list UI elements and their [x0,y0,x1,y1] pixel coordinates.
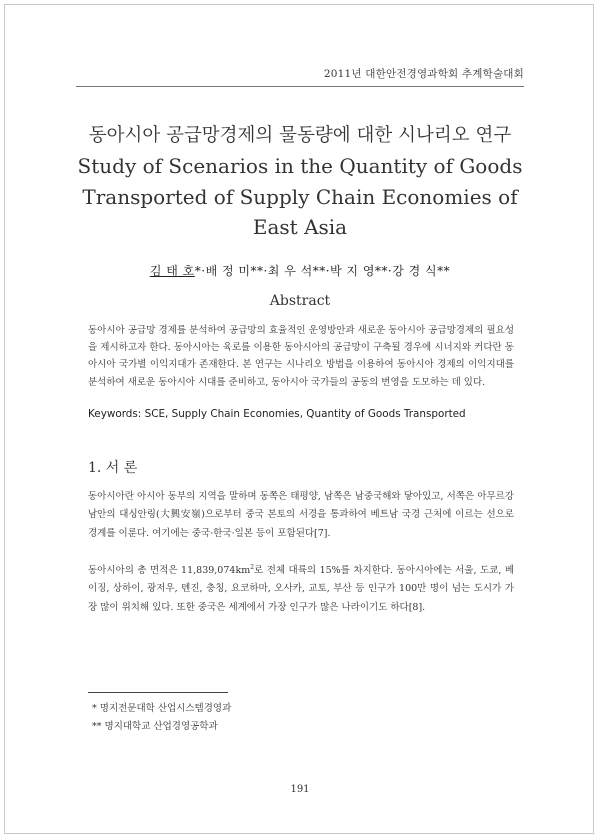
footnote-1: * 명지전문대학 산업시스템경영과 [92,703,232,714]
title-english-line2: Transported of Supply Chain Economies of [82,185,518,209]
author-list [76,262,524,279]
abstract-body: 동아시아 공급망 경제를 분석하여 공급망의 효율적인 운영방안과 새로운 동아시아 공급망경제의 필요성을 제시하고자 한다. 동아시아는 육로를 이용한 동아시아의 공급망이 구축될 경우에 시너지와 커다란 동아시아 국가별 이익지대가 존재한다. 본 연구는 시나리오 방법을 이용하여 동아시아 경제의 이익지대를 분석하여 새로운 동아시아 시대를 준비하고, 동아시아 국가들의 공동의 번영을 도모하는 데 있다. [88,325,514,388]
superscript-2: 2 [250,563,255,571]
conference-header: 2011년 대한안전경영과학회 추계학술대회 [323,68,524,80]
abstract-heading: Abstract [269,293,331,309]
title-korean: 동아시아 공급망경제의 물동량에 대한 시나리오 연구 [88,125,512,146]
co-authors: *·배 정 미**·최 우 석**·박 지 영**·강 경 식** [194,264,451,278]
keywords: Keywords: SCE, Supply Chain Economies, Quantity of Goods Transported [88,408,466,420]
header-rule [76,86,524,87]
page-number: 191 [290,784,310,795]
title-english-line3: East Asia [252,215,348,239]
intro-paragraph-2-part2: 로 전체 대륙의 15%를 차지한다. 동아시아에는 서울, 도쿄, 베이징, 상하이, 광저우, 톈진, 충칭, 요코하마, 오사카, 교토, 부산 등 인구가 100만 명이 넘는 도시가 가장 많이 위치해 있다. 또한 중국은 세계에서 가장 인구가 많은 나라이기도 하다[8]. [88,565,515,613]
intro-paragraph-2 [88,562,514,617]
footnote-rule [88,692,228,693]
section-heading-introduction: 1. 서 론 [88,460,138,476]
intro-paragraph-2-part1: 동아시아의 총 면적은 11,839,074km [88,565,251,576]
intro-paragraph-1: 동아시아란 아시아 동부의 지역을 말하며 동쪽은 태평양, 남쪽은 남중국해와 닿아있고, 서쪽은 아무르강 남안의 대싱안링(大興安嶺)으로부터 중국 본토의 서경을 통과하여 베트남 국경 근처에 이르는 선으로 경계를 이룬다. 여기에는 중국·한국·일본 등이 포함된다[7]. [88,491,514,539]
title-english-line1: Study of Scenarios in the Quantity of Goods [77,154,523,178]
first-author: 김 태 호 [149,264,195,278]
footnote-2: ** 명지대학교 산업경영공학과 [92,721,218,732]
